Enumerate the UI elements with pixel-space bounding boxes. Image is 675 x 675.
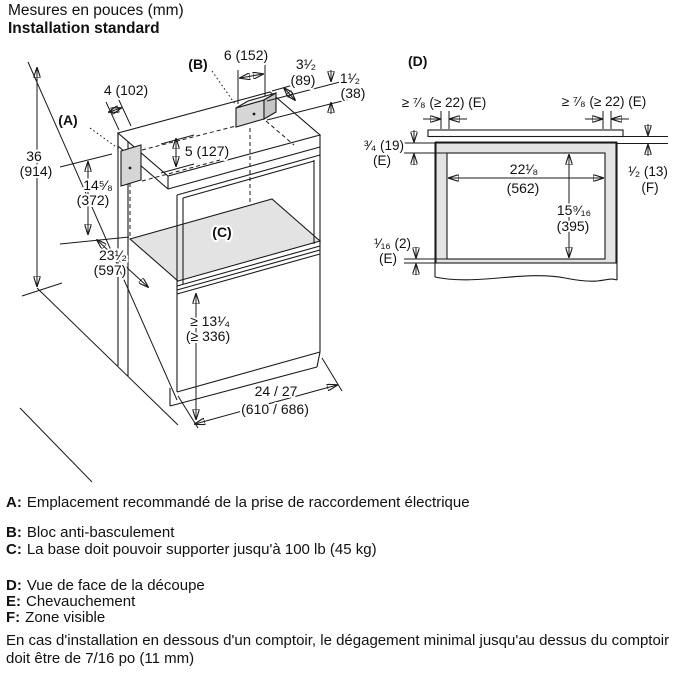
dim-4-label: 4 (102): [103, 82, 149, 98]
dim-36-in-label: 36: [26, 148, 42, 164]
legend-text-f: Zone visible: [25, 609, 106, 626]
dim-13-in-label: ≥ 13¹⁄₄: [190, 313, 230, 329]
callout-d-label: (D): [408, 53, 428, 69]
dim-outlet-offset: [106, 98, 131, 130]
dim-15-in-label: 15⁹⁄₁₆: [556, 202, 592, 218]
dim-5-label: 5 (127): [184, 143, 230, 159]
dim-24-mm-label: (610 / 686): [241, 401, 309, 417]
dim-6-label: 6 (152): [223, 47, 269, 63]
counter-top: [118, 92, 320, 189]
dim-23-mm-label: (597): [93, 262, 127, 278]
legend-item-d: [6, 577, 205, 594]
callout-c-label: (C): [212, 224, 232, 240]
dim-116-label: ¹⁄₁₆ (2): [374, 236, 411, 251]
callout-a-label: (A): [58, 112, 78, 128]
dim-15-mm-label: (395): [556, 218, 590, 234]
legend-item-e: [6, 593, 135, 610]
legend-key-e: E:: [6, 593, 21, 610]
dim-3half-in-label: 3¹⁄₂: [295, 56, 317, 72]
legend-item-c: [6, 541, 377, 558]
legend-item-a: [6, 494, 470, 511]
dim-14-mm-label: (372): [76, 192, 110, 208]
legend-key-b: B:: [6, 524, 22, 541]
block-screw-dot: [253, 113, 256, 116]
legend-key-a: A:: [6, 494, 22, 511]
legend-text-e: Chevauchement: [26, 593, 136, 610]
leader-b: [212, 71, 235, 104]
overlap-left-label: ≥ ⁷⁄₈ (≥ 22) (E): [401, 95, 487, 110]
dim-22-mm-label: (562): [506, 180, 540, 196]
legend-item-b: [6, 524, 174, 541]
dim-overall-height: [19, 68, 62, 296]
installation-type-heading: Installation standard: [8, 20, 160, 37]
legend-item-f: [6, 609, 105, 626]
support-base-surface: [130, 199, 320, 281]
dim-1half-in-label: 1¹⁄₂: [339, 70, 361, 86]
legend-key-d: D:: [6, 577, 22, 594]
legend-text-b: Bloc anti-basculement: [26, 524, 175, 541]
legend-text-a: Emplacement recommandé de la prise de raccordement électrique: [26, 494, 470, 511]
dim-half-key-label: (F): [641, 180, 659, 195]
dim-14-in-label: 14⁵⁄₈: [83, 177, 113, 193]
leader-a: [90, 128, 119, 149]
countertop-bar: [428, 130, 623, 137]
legend-key-f: F:: [6, 609, 21, 626]
dim-23-in-label: 23¹⁄₂: [98, 247, 128, 263]
dim-half-label: ¹⁄₂ (13): [628, 164, 668, 179]
callout-b-label: (B): [188, 56, 208, 72]
dim-1half-mm-label: (38): [340, 85, 366, 101]
dim-22-in-label: 22¹⁄₈: [509, 161, 539, 177]
front-view: [364, 53, 668, 281]
dim-24-in-label: 24 / 27: [254, 383, 298, 399]
legend-text-d: Vue de face de la découpe: [26, 577, 205, 594]
dim-116-key-label: (E): [379, 251, 397, 266]
dim-13-mm-label: (≥ 336): [185, 328, 231, 344]
overlap-right-label: ≥ ⁷⁄₈ (≥ 22) (E): [561, 94, 647, 109]
dim-3half-mm-label: (89): [290, 72, 316, 88]
dim-36-mm-label: (914): [19, 163, 53, 179]
dim-visible-zone: [617, 124, 668, 156]
dim-side-overlaps: [423, 111, 629, 129]
undercounter-note: En cas d'installation en dessous d'un comptoir, le dégagement minimal jusqu'au dessus du comptoir doit être de 7/16 po (11 mm): [6, 632, 670, 667]
measure-unit-note: Mesures en pouces (mm): [8, 2, 184, 19]
iso-view: [20, 47, 366, 482]
electrical-outlet: [121, 145, 141, 186]
outlet-dot: [129, 167, 132, 170]
dim-34-label: ³⁄₄ (19): [363, 138, 404, 153]
legend-key-c: C:: [6, 541, 22, 558]
dim-34-key-label: (E): [373, 153, 391, 168]
legend-text-c: La base doit pouvoir supporter jusqu'à 100 lb (45 kg): [26, 541, 377, 558]
